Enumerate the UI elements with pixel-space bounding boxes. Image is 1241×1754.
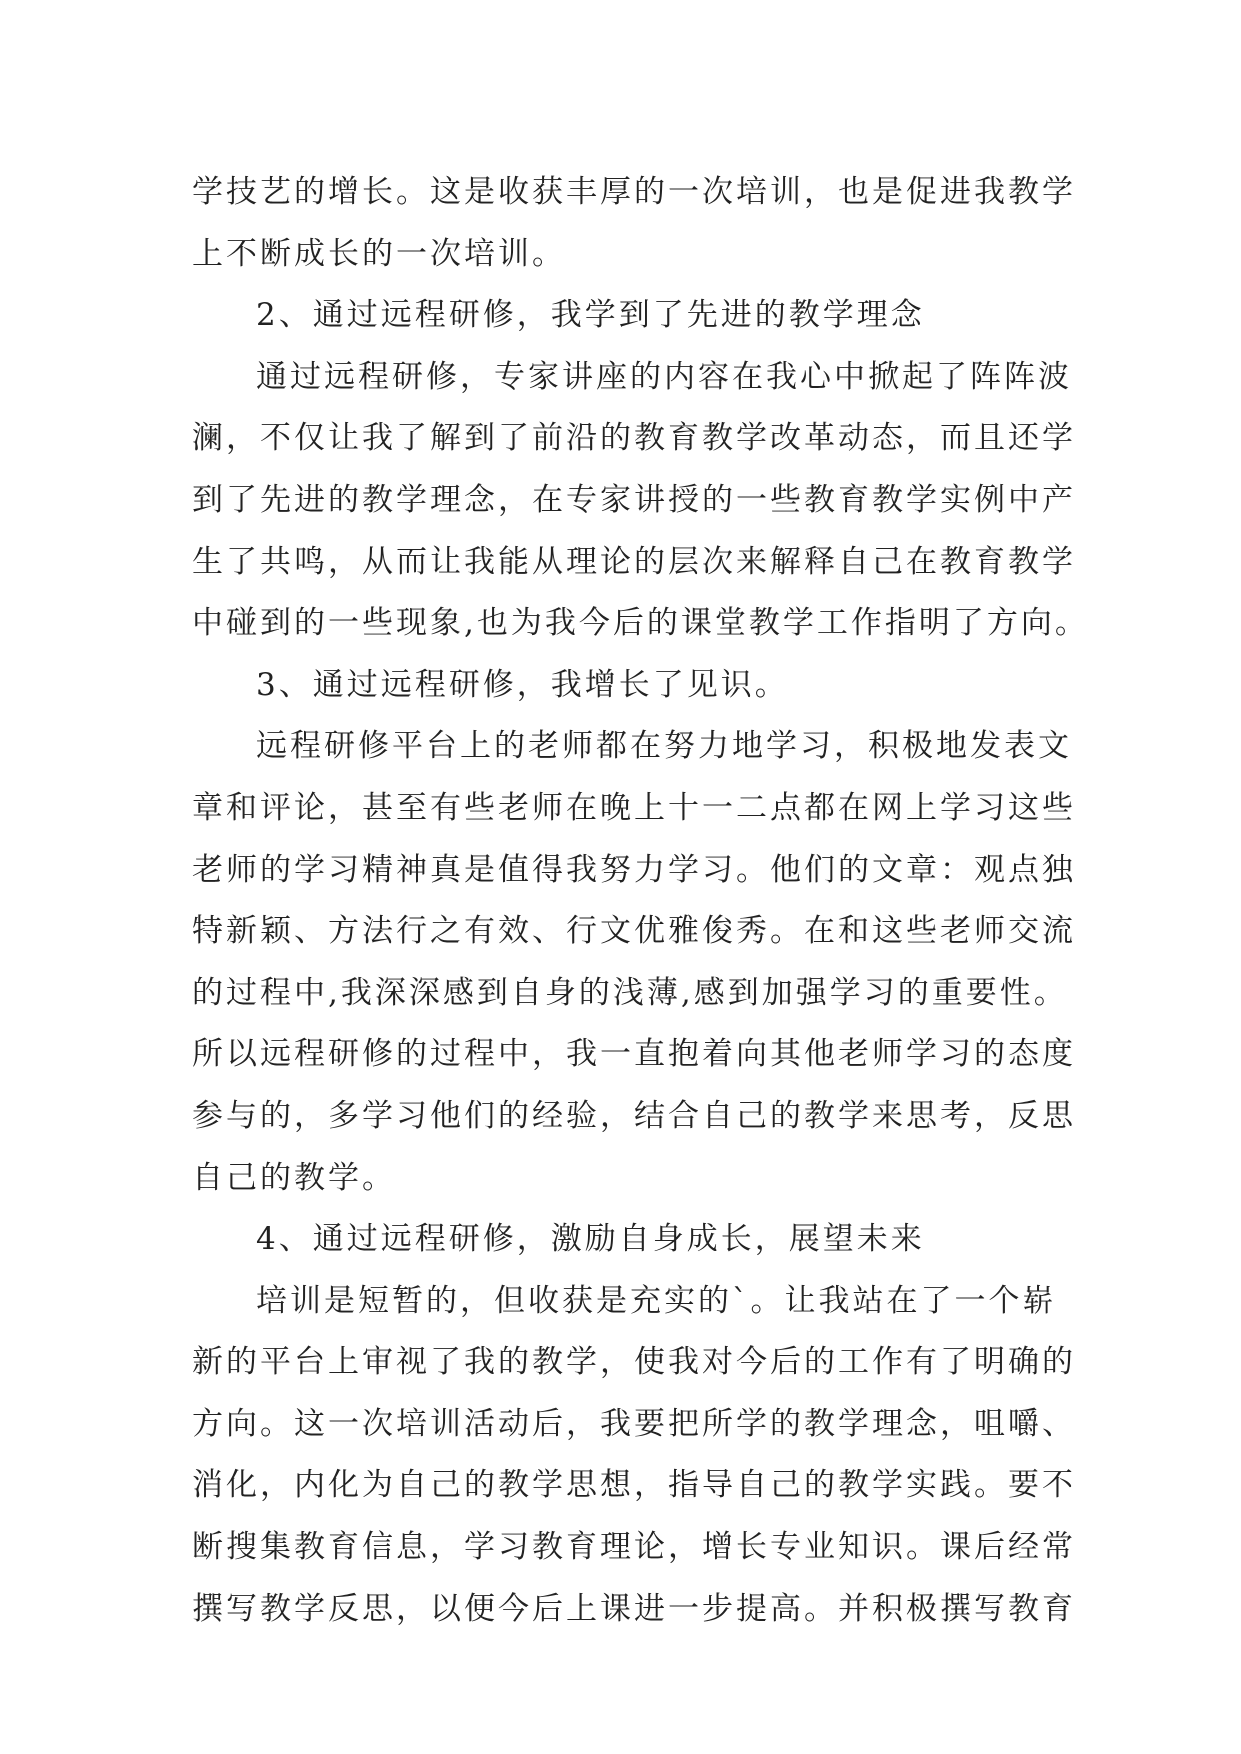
text-line: 学技艺的增长。这是收获丰厚的一次培训，也是促进我教学 — [192, 174, 1076, 210]
section-heading: 4、通过远程研修，激励自身成长，展望未来 — [256, 1221, 925, 1258]
text-line: 到了先进的教学理念，在专家讲授的一些教育教学实例中产 — [192, 481, 1076, 518]
text-line: 参与的，多学习他们的经验，结合自己的教学来思考，反思 — [192, 1097, 1076, 1134]
text-line: 撰写教学反思，以便今后上课进一步提高。并积极撰写教育 — [192, 1590, 1076, 1627]
text-line: 培训是短暂的，但收获是充实的`。让我站在了一个崭 — [256, 1282, 1057, 1319]
text-line: 特新颖、方法行之有效、行文优雅俊秀。在和这些老师交流 — [192, 913, 1076, 950]
text-line: 断搜集教育信息，学习教育理论，增长专业知识。课后经常 — [192, 1529, 1076, 1566]
text-line: 章和评论，甚至有些老师在晚上十一二点都在网上学习这些 — [192, 789, 1076, 826]
text-line: 所以远程研修的过程中，我一直抱着向其他老师学习的态度 — [192, 1036, 1076, 1073]
document-body — [192, 162, 1089, 1640]
text-line: 新的平台上审视了我的教学，使我对今后的工作有了明确的 — [192, 1344, 1076, 1381]
text-line: 生了共鸣，从而让我能从理论的层次来解释自己在教育教学 — [192, 543, 1076, 580]
text-line: 自己的教学。 — [192, 1159, 396, 1196]
text-line: 上不断成长的一次培训。 — [192, 235, 566, 272]
text-line: 通过远程研修，专家讲座的内容在我心中掀起了阵阵波 — [256, 358, 1072, 395]
text-line: 中碰到的一些现象,也为我今后的课堂教学工作指明了方向。 — [192, 605, 1089, 642]
text-line: 的过程中,我深深感到自身的浅薄,感到加强学习的重要性。 — [192, 974, 1068, 1011]
text-line: 澜，不仅让我了解到了前沿的教育教学改革动态，而且还学 — [192, 420, 1076, 457]
text-line: 远程研修平台上的老师都在努力地学习，积极地发表文 — [256, 728, 1072, 765]
section-heading: 3、通过远程研修，我增长了见识。 — [256, 666, 789, 703]
text-line: 消化，内化为自己的教学思想，指导自己的教学实践。要不 — [192, 1467, 1076, 1504]
section-heading: 2、通过远程研修，我学到了先进的教学理念 — [256, 297, 925, 334]
text-line: 老师的学习精神真是值得我努力学习。他们的文章：观点独 — [192, 851, 1076, 888]
text-line: 方向。这一次培训活动后，我要把所学的教学理念，咀嚼、 — [192, 1405, 1076, 1442]
